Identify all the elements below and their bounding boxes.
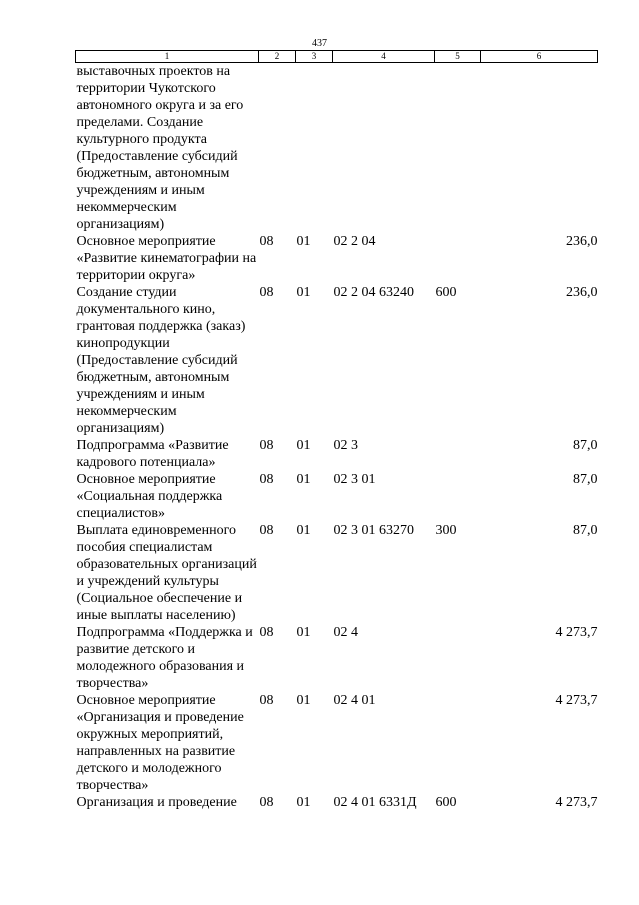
row-section: 08 [259,795,274,810]
row-target-code: 02 4 01 [333,693,376,708]
row-amount: 87,0 [573,438,598,453]
row-name: Создание студии документального кино, грантовая поддержка (заказ) кинопродукции (Предоставление субсидий бюджетным, автономным учреждениям и иным некоммерческим организациям) [76,285,246,436]
row-section: 08 [259,523,274,538]
row-amount: 4 273,7 [555,625,598,640]
row-expense-type [435,692,481,794]
row-target-code: 02 3 [333,438,358,453]
page-number: 437 [312,38,327,49]
row-expense-type: 600 [435,285,457,300]
row-subsection: 01 [296,472,311,487]
table-row [76,233,598,284]
header-col-1: 1 [76,51,259,63]
row-target-code [333,63,435,234]
row-expense-type [435,624,481,692]
row-name: Основное мероприятие «Организация и проведение окружных мероприятий, направленных на развитие детского и молодежного творчества» [76,693,244,793]
row-expense-type [435,437,481,471]
row-expense-type [435,471,481,522]
row-name: Подпрограмма «Поддержка и развитие детского и молодежного образования и творчества» [76,625,253,691]
table-row [76,63,598,234]
row-target-code: 02 2 04 [333,234,376,249]
row-section: 08 [259,693,274,708]
header-col-4: 4 [333,51,435,63]
row-target-code: 02 4 01 6331Д [333,795,417,810]
row-section: 08 [259,472,274,487]
row-expense-type [435,233,481,284]
row-subsection: 01 [296,625,311,640]
row-name: Основное мероприятие «Развитие кинематографии на территории округа» [76,234,257,283]
budget-table [75,50,598,811]
table-header-row [76,51,598,63]
header-col-2: 2 [259,51,296,63]
row-amount: 236,0 [566,285,598,300]
table-row [76,284,598,437]
row-name: Организация и проведение [76,795,237,810]
table-row [76,794,598,811]
table-row [76,471,598,522]
header-col-3: 3 [296,51,333,63]
row-subsection [296,63,333,234]
row-name: Выплата единовременного пособия специалистам образовательных организаций и учреждений культуры (Социальное обеспечение и иные выплаты населению) [76,523,257,623]
row-amount: 236,0 [566,234,598,249]
row-amount: 4 273,7 [555,693,598,708]
row-name: Подпрограмма «Развитие кадрового потенциала» [76,438,229,470]
row-subsection: 01 [296,438,311,453]
header-col-6: 6 [481,51,598,63]
row-amount: 87,0 [573,523,598,538]
row-subsection: 01 [296,285,311,300]
row-amount [481,63,598,234]
row-subsection: 01 [296,693,311,708]
table-row [76,437,598,471]
row-section: 08 [259,625,274,640]
row-expense-type [435,63,481,234]
row-section: 08 [259,438,274,453]
table-row [76,692,598,794]
row-name: Основное мероприятие «Социальная поддержка специалистов» [76,472,223,521]
row-target-code: 02 3 01 [333,472,376,487]
row-expense-type: 600 [435,795,457,810]
row-subsection: 01 [296,234,311,249]
row-name: выставочных проектов на территории Чукотского автономного округа и за его пределами. Создание культурного продукта (Предоставление субсидий бюджетным, автономным учреждениям и иным некоммерческим организациям) [76,64,244,232]
row-expense-type: 300 [435,523,457,538]
row-section: 08 [259,234,274,249]
row-target-code: 02 3 01 63270 [333,523,414,538]
row-section [259,63,296,234]
row-subsection: 01 [296,795,311,810]
row-amount: 87,0 [573,472,598,487]
row-target-code: 02 4 [333,625,358,640]
table-row [76,624,598,692]
row-section: 08 [259,285,274,300]
row-target-code: 02 2 04 63240 [333,285,414,300]
header-col-5: 5 [435,51,481,63]
row-subsection: 01 [296,523,311,538]
table-row [76,522,598,624]
row-amount: 4 273,7 [555,795,598,810]
